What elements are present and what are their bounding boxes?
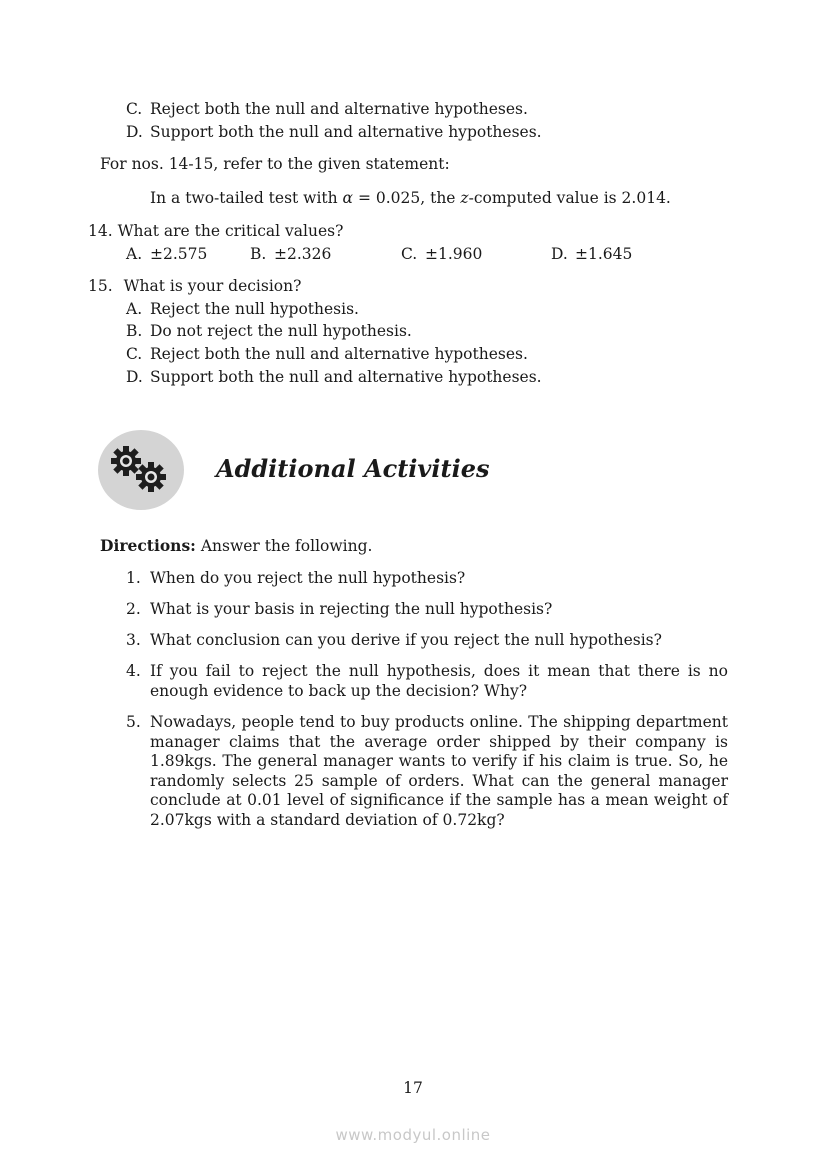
question-text: What is your decision?	[123, 277, 302, 295]
q15-option-b	[126, 322, 412, 340]
q15-option-c	[126, 345, 528, 363]
option-text: Do not reject the null hypothesis.	[150, 322, 412, 340]
item-number: 3.	[126, 631, 141, 649]
item-number: 2.	[126, 600, 141, 618]
item-number: 5.	[126, 713, 141, 731]
statement-post: -computed value is 2.014.	[468, 189, 671, 207]
option-text: Support both the null and alternative hypotheses.	[150, 368, 542, 386]
option-text: ±2.575	[150, 245, 208, 263]
section-icon-badge	[98, 430, 184, 510]
option-letter: A.	[126, 300, 143, 318]
item-text: What is your basis in rejecting the null hypothesis?	[150, 600, 553, 618]
option-letter: D.	[126, 123, 143, 141]
question-text: What are the critical values?	[117, 222, 344, 240]
option-letter: C.	[126, 345, 143, 363]
z-symbol: z	[460, 189, 469, 207]
list-item	[126, 569, 728, 589]
list-item	[126, 631, 728, 651]
option-text: ±1.960	[425, 245, 483, 263]
item-text: If you fail to reject the null hypothesis, does it mean that there is no enough evidence to back up the decision? Why?	[150, 662, 728, 700]
statement-pre: In a two-tailed test with	[150, 189, 343, 207]
option-letter: B.	[126, 322, 143, 340]
gears-icon	[98, 430, 184, 510]
list-item	[126, 713, 728, 830]
q15-option-a	[126, 300, 359, 318]
option-letter: C.	[401, 245, 418, 263]
option-letter: A.	[126, 245, 143, 263]
item-number: 1.	[126, 569, 141, 587]
q14-option-d	[551, 245, 632, 263]
option-letter: B.	[250, 245, 267, 263]
section-title: Additional Activities	[216, 454, 490, 483]
question-number: 14.	[88, 222, 113, 240]
item-number: 4.	[126, 662, 141, 680]
q13-option-d	[126, 123, 542, 141]
question-15	[88, 277, 301, 295]
question-14	[88, 222, 343, 240]
q14-option-a	[126, 245, 207, 263]
option-letter: D.	[551, 245, 568, 263]
option-letter: D.	[126, 368, 143, 386]
item-text: When do you reject the null hypothesis?	[150, 569, 466, 587]
option-text: Reject both the null and alternative hypotheses.	[150, 345, 528, 363]
directions-label: Directions:	[100, 536, 196, 555]
option-text: ±2.326	[274, 245, 332, 263]
directions	[100, 536, 372, 555]
given-statement	[150, 189, 671, 207]
watermark: www.modyul.online	[335, 1126, 491, 1144]
q15-option-d	[126, 368, 542, 386]
q14-option-b	[250, 245, 331, 263]
statement-eq: = 0.025	[353, 189, 421, 207]
option-text: ±1.645	[575, 245, 633, 263]
alpha-symbol: α	[342, 189, 354, 207]
q14-option-c	[401, 245, 482, 263]
option-text: Support both the null and alternative hypotheses.	[150, 123, 542, 141]
item-text: Nowadays, people tend to buy products online. The shipping department manager claims that the average order shipped by their company is 1.89kgs. The general manager wants to verify if his claim is true. So, he randomly selects 25 sample of orders. What can the general manager conclude at 0.01 level of significance if the sample has a mean weight of 2.07kgs with a standard deviation of 0.72kg?	[150, 713, 728, 829]
q13-option-c	[126, 100, 528, 118]
question-number: 15.	[88, 277, 113, 295]
page-number: 17	[403, 1079, 423, 1097]
item-text: What conclusion can you derive if you reject the null hypothesis?	[150, 631, 662, 649]
option-letter: C.	[126, 100, 143, 118]
option-text: Reject both the null and alternative hypotheses.	[150, 100, 528, 118]
statement-mid: , the	[420, 189, 461, 207]
refer-note: For nos. 14-15, refer to the given statement:	[100, 155, 450, 173]
option-text: Reject the null hypothesis.	[150, 300, 359, 318]
directions-text: Answer the following.	[195, 537, 373, 555]
list-item	[126, 662, 728, 701]
list-item	[126, 600, 728, 620]
